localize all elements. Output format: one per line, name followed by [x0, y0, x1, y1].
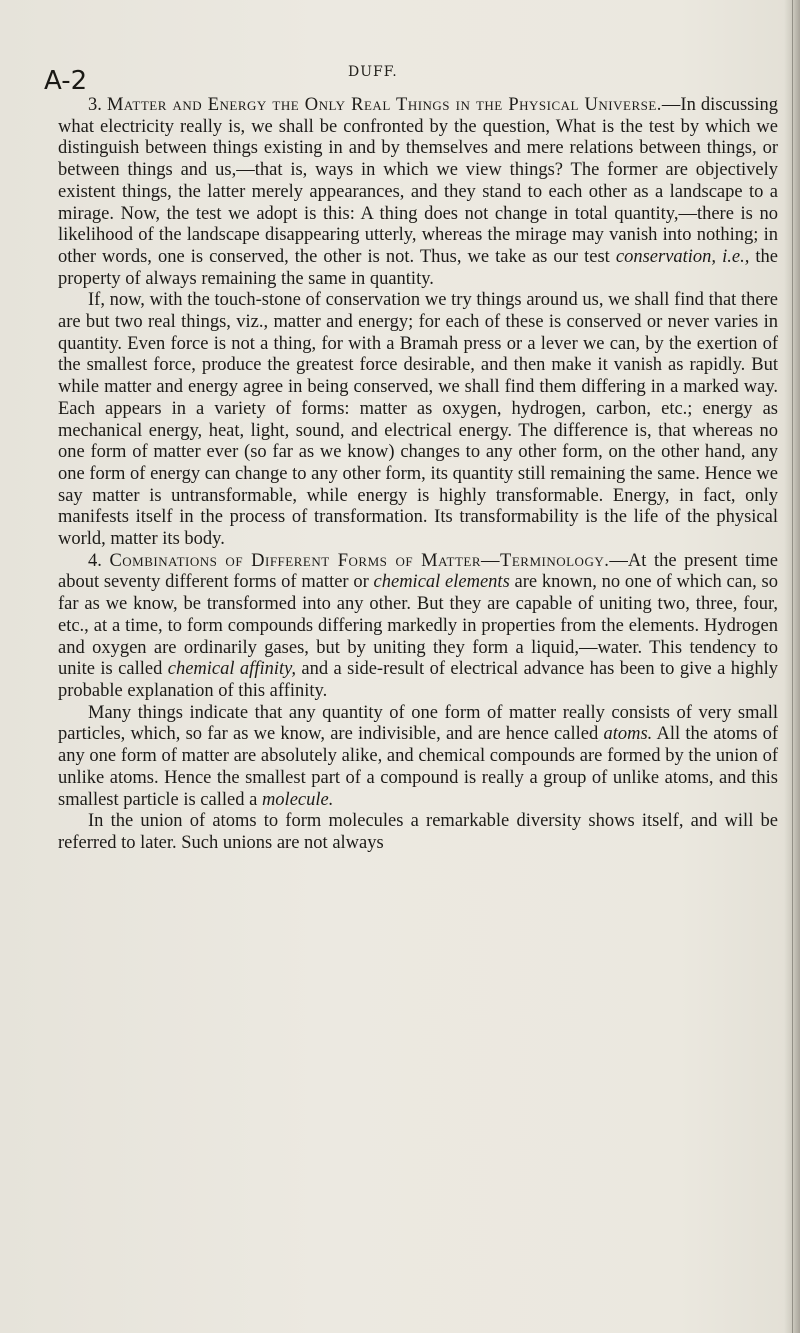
section-4-paragraph-2: [58, 703, 778, 812]
section-4-text-b: are known, no one of which can, so far as we know, be transformed into any other. But they are capable of uniting two, three, four, etc., at a time, to form compounds differing markedly in properties from the elements. Hydrogen and oxygen are ordinarily gases, but by uniting they form a liquid,—water. This tendency to unite is called: [58, 572, 779, 680]
section-4-p2-text-a: Many things indicate that any quantity of one form of matter really consists of very small particles, which, so far as we know, are indivisible, and are hence called: [58, 702, 778, 745]
section-3-text-a: —In discussing what electricity really is, we shall be confronted by the question, What is the test by which we distinguish between things existing in and by themselves and mere relations between things, or between things and us,—that is, ways in which we view things? The former are objectively existent things, the latter merely appearances, and they stand to each other as a landscape to a mirage. Now, the test we adopt is this: A thing does not change in total quantity,—there is no likelihood of the landscape disappearing utterly, whereas the mirage may vanish into nothing; in other words, one is conserved, the other is not. Thus, we take as our test: [58, 95, 779, 267]
section-4-heading: Combinations of Different Forms of Matter—Terminology.: [109, 550, 610, 571]
section-3-heading: Matter and Energy the Only Real Things in the Physical Universe.: [106, 95, 662, 115]
section-3-paragraph-2: If, now, with the touch-stone of conservation we try things around us, we shall find that there are but two real things, viz., matter and energy; for each of these is conserved or never varies in quantity. Even force is not a thing, for with a Bramah press or a lever we can, by the exertion of the smallest force, produce the greatest force desirable, and then make it vanish as rapidly. But while matter and energy agree in being conserved, we shall find them differing in a marked way. Each appears in a variety of forms: matter as oxygen, hydrogen, carbon, etc.; energy as mechanical energy, heat, light, sound, and electrical energy. The difference is, that whereas no one form of matter ever (so far as we know) changes to any other form, on the other hand, any one form of energy can change to any other form, its quantity still remaining the same. Hence we say matter is untransformable, while energy is highly transformable. Energy, in fact, only manifests itself in the process of transformation. Its transformability is the life of the physical world, matter its body.: [58, 290, 778, 550]
body-text: [58, 95, 778, 855]
section-4-number: 4.: [88, 550, 102, 571]
section-4-emphasis-molecule: molecule.: [261, 789, 334, 810]
section-3-paragraph-1: [58, 95, 778, 290]
section-4-text-a: —At the present time about seventy different forms of matter or: [58, 550, 778, 593]
section-4-paragraph-3: In the union of atoms to form molecules a remarkable diversity shows itself, and will be referred to later. Such unions are not always: [58, 811, 778, 853]
section-3-text-b: the property of always remaining the same in quantity.: [58, 246, 778, 289]
section-4-p2-text-b: All the atoms of any one form of matter are absolutely alike, and chemical compounds are formed by the union of unlike atoms. Hence the smallest part of a compound is really a group of unlike atoms, and this smallest particle is called a: [58, 724, 779, 810]
section-4-emphasis-affinity: chemical affinity,: [167, 659, 296, 680]
page-label: A-2: [44, 66, 88, 96]
section-4-text-c: and a side-result of electrical advance has been to give a highly probable explanation of this affinity.: [58, 659, 778, 701]
section-3-number: 3.: [88, 95, 102, 115]
section-4-emphasis-atoms: atoms.: [603, 724, 653, 745]
page-edge-line: [792, 0, 793, 1333]
section-4-paragraph-1: [58, 551, 778, 703]
section-4-emphasis-elements: chemical elements: [373, 572, 510, 593]
section-3-emphasis: conservation, i.e.,: [615, 246, 750, 267]
running-head: DUFF.: [348, 64, 398, 80]
